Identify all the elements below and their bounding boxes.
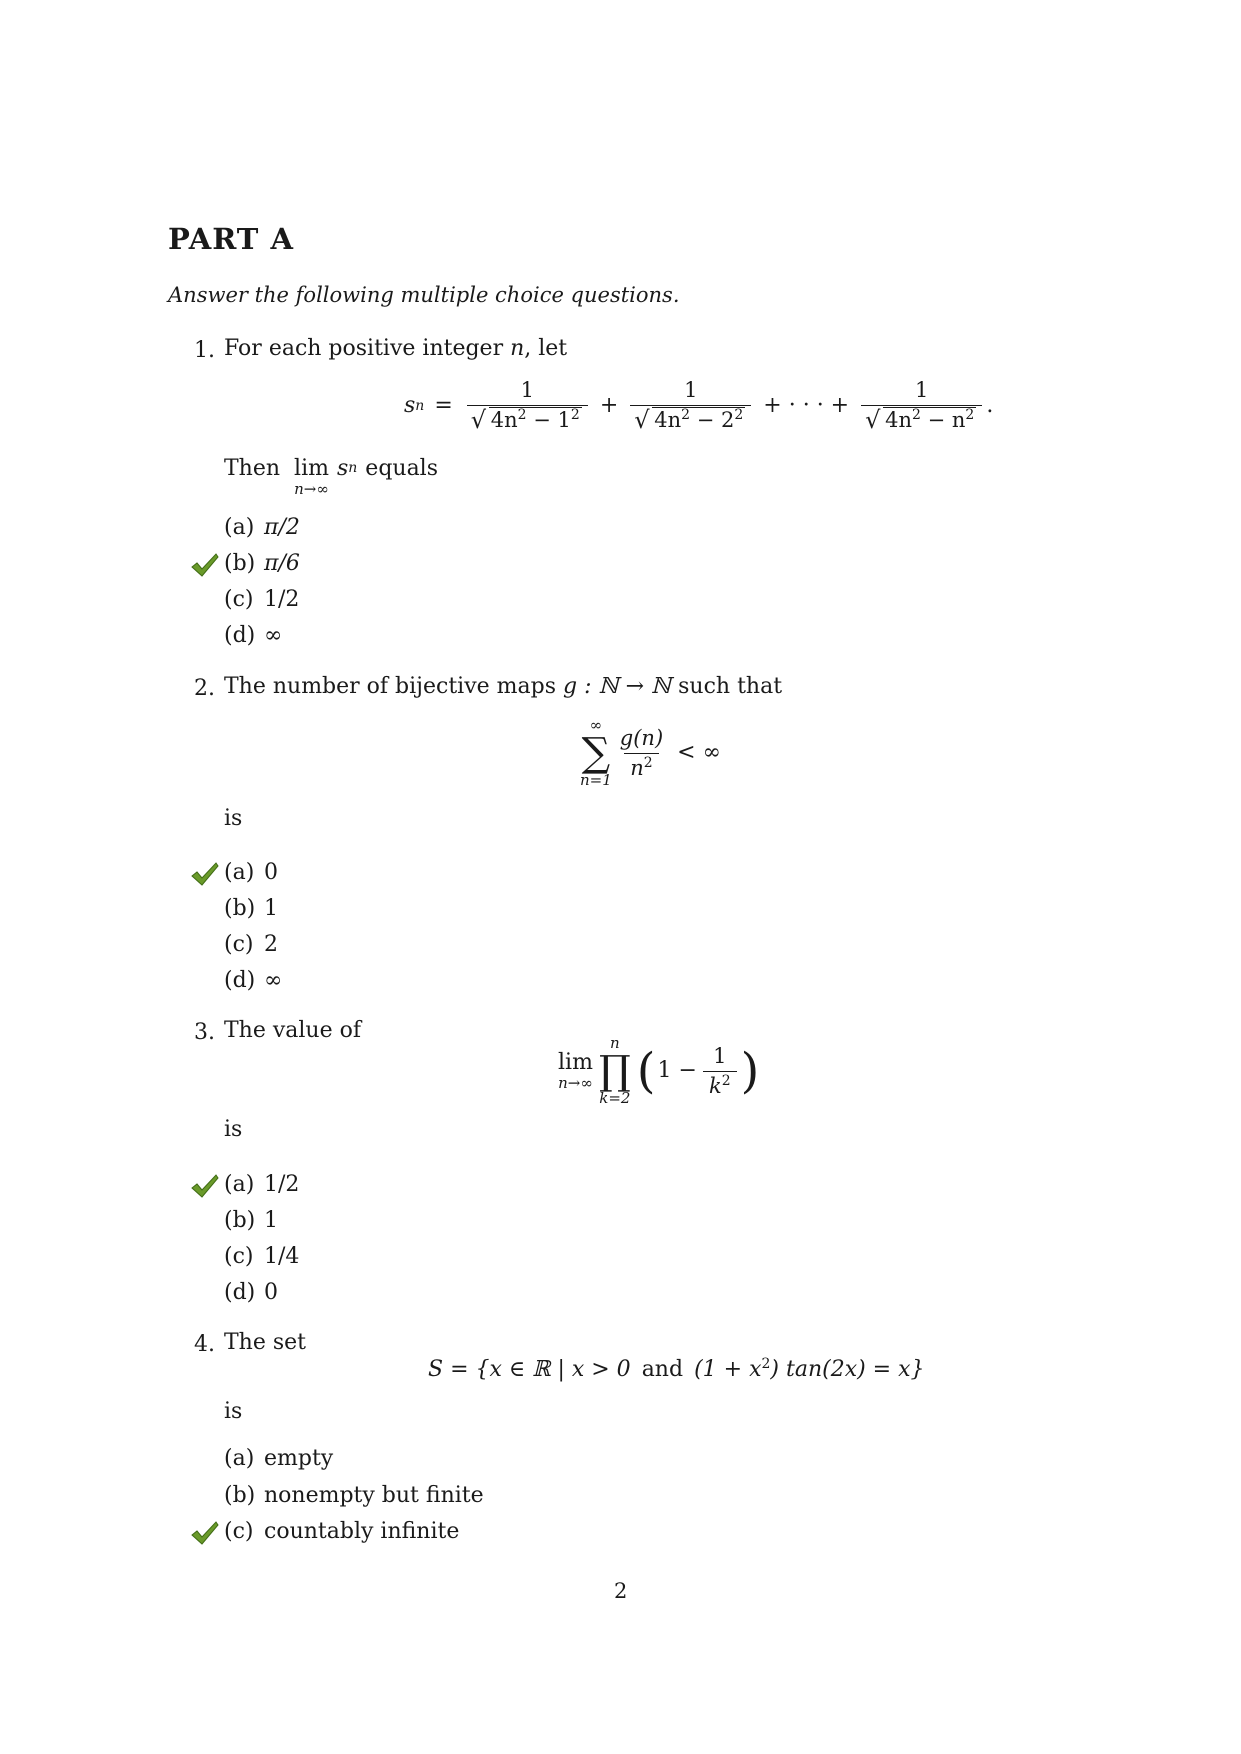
check-mark-icon xyxy=(190,1173,220,1199)
question-4-tail: is xyxy=(224,1399,243,1424)
option-4a[interactable]: (a) empty xyxy=(224,1446,334,1471)
question-3-stem: The value of xyxy=(224,1018,362,1043)
option-2b[interactable]: (b) 1 xyxy=(224,896,278,921)
option-2c[interactable]: (c) 2 xyxy=(224,932,278,957)
question-4-stem: The set xyxy=(224,1330,307,1355)
check-mark-icon xyxy=(190,552,220,578)
option-3d[interactable]: (d) 0 xyxy=(224,1280,278,1305)
option-2a[interactable]: (a) 0 xyxy=(224,860,278,885)
option-1a[interactable]: (a) π/2 xyxy=(224,515,300,540)
question-1-formula: s n = 1 √ $4n^2 - 1^2$ + 1 √ $4n^2 - 2^2$ + · · · + 1 √ $4n^2 - n^2$ . xyxy=(404,380,993,431)
product-fraction: $\frac{1}{k^2}$ xyxy=(703,1046,737,1097)
option-1c[interactable]: (c) 1/2 xyxy=(224,587,300,612)
option-1d[interactable]: (d) ∞ xyxy=(224,623,283,648)
option-4b[interactable]: (b) nonempty but finite xyxy=(224,1483,484,1508)
page-number: 2 xyxy=(614,1579,628,1603)
product-operator: n ∏ k=2 xyxy=(598,1034,631,1107)
formula-term-1: 1 √ $4n^2 - 1^2$ xyxy=(467,380,588,431)
sum-fraction: $\frac{g(n)}{n^2}$ xyxy=(619,725,664,780)
question-3-formula: lim n→∞ n ∏ k=2 ( 1 − $\frac{1}{k^2}$ ) xyxy=(558,1034,760,1107)
question-2-stem: The number of bijective maps g : ℕ → ℕ such that xyxy=(224,674,783,699)
option-1b[interactable]: (b) π/6 xyxy=(224,551,300,576)
question-2-formula: ∞ ∑ n=1 $\frac{g(n)}{n^2}$ < ∞ xyxy=(580,716,721,789)
question-3-number: 3. xyxy=(194,1020,215,1045)
check-mark-icon xyxy=(190,861,220,887)
question-4-number: 4. xyxy=(194,1332,215,1357)
option-2d[interactable]: (d) ∞ xyxy=(224,968,283,993)
limit-operator: lim n→∞ xyxy=(294,456,329,498)
question-1-number: 1. xyxy=(194,338,215,363)
question-4-formula: S = {x ∈ ℝ | x > 0 and $(1 + x^2)$ tan(2x) = x} xyxy=(428,1356,925,1382)
limit-operator: lim n→∞ xyxy=(558,1049,593,1092)
check-mark-icon xyxy=(190,1520,220,1546)
instructions: Answer the following multiple choice questions. xyxy=(168,283,680,307)
part-title: PART A xyxy=(168,222,294,256)
formula-term-2: 1 √ $4n^2 - 2^2$ xyxy=(630,380,751,431)
sum-operator: ∞ ∑ n=1 xyxy=(580,716,612,789)
question-2-number: 2. xyxy=(194,676,215,701)
question-2-tail: is xyxy=(224,806,243,831)
option-3b[interactable]: (b) 1 xyxy=(224,1208,278,1233)
question-3-tail: is xyxy=(224,1117,243,1142)
option-4c[interactable]: (c) countably infinite xyxy=(224,1519,460,1544)
question-1-stem: For each positive integer n, let xyxy=(224,336,568,361)
formula-term-n: 1 √ $4n^2 - n^2$ xyxy=(861,380,982,431)
option-3c[interactable]: (c) 1/4 xyxy=(224,1244,300,1269)
question-1-then: Then lim n→∞ s n equals xyxy=(224,456,439,498)
option-3a[interactable]: (a) 1/2 xyxy=(224,1172,300,1197)
